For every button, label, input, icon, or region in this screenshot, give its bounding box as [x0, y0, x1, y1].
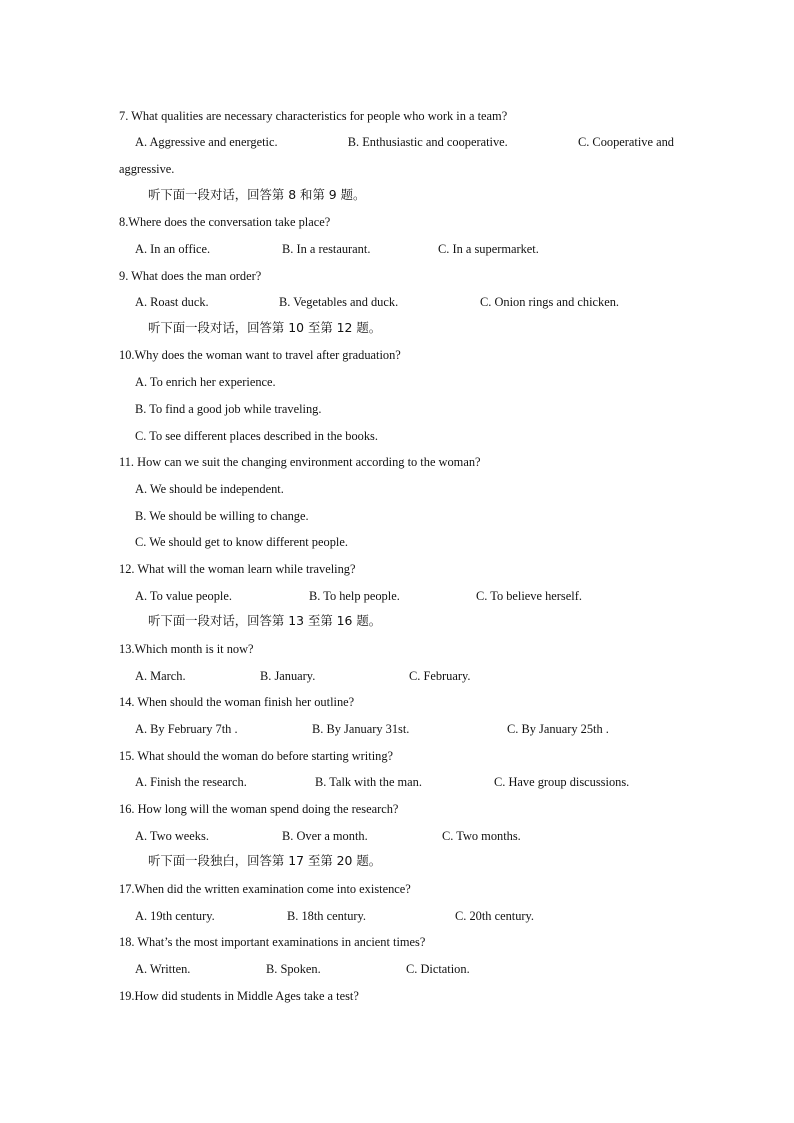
question-10: 10.Why does the woman want to travel after graduation? — [119, 348, 401, 362]
option-7c: C. Cooperative and — [577, 135, 674, 149]
option-7b: B. Enthusiastic and cooperative. — [347, 135, 508, 149]
option-9c: C. Onion rings and chicken. — [480, 295, 620, 309]
option-14a: A. By February 7th . — [135, 722, 238, 736]
option-8a: A. In an office. — [135, 242, 211, 256]
option-16c: C. Two months. — [442, 829, 521, 843]
option-14c: C. By January 25th . — [507, 722, 609, 736]
option-12c: C. To believe herself. — [476, 589, 582, 603]
option-11b: B. We should be willing to change. — [135, 509, 309, 523]
question-18: 18. What’s the most important examinations in ancient times? — [119, 935, 426, 949]
option-17b: B. 18th century. — [287, 909, 367, 923]
option-8b: B. In a restaurant. — [282, 242, 371, 256]
option-15c: C. Have group discussions. — [494, 775, 630, 789]
question-7: 7. What qualities are necessary characteristics for people who work in a team? — [119, 109, 508, 123]
question-9: 9. What does the man order? — [119, 269, 262, 283]
option-17a: A. 19th century. — [135, 909, 215, 923]
option-13c: C. February. — [409, 669, 471, 683]
option-10a: A. To enrich her experience. — [135, 375, 276, 389]
section-instruction-10-12: 听下面一段对话，回答第 10 至第 12 题。 — [148, 320, 382, 335]
option-8c: C. In a supermarket. — [438, 242, 539, 256]
option-9b: B. Vegetables and duck. — [279, 295, 399, 309]
question-11: 11. How can we suit the changing environment according to the woman? — [119, 455, 481, 469]
option-11c: C. We should get to know different people. — [135, 535, 348, 549]
question-8: 8.Where does the conversation take place? — [119, 215, 331, 229]
option-11a: A. We should be independent. — [135, 482, 284, 496]
option-18c: C. Dictation. — [406, 962, 470, 976]
option-10c: C. To see different places described in the books. — [135, 429, 378, 443]
option-7a: A. Aggressive and energetic. — [135, 135, 278, 149]
option-17c: C. 20th century. — [455, 909, 535, 923]
question-16: 16. How long will the woman spend doing the research? — [119, 802, 399, 816]
section-instruction-17-20: 听下面一段独白，回答第 17 至第 20 题。 — [148, 853, 382, 868]
option-15a: A. Finish the research. — [135, 775, 247, 789]
option-13a: A. March. — [135, 669, 186, 683]
option-13b: B. January. — [260, 669, 316, 683]
question-17: 17.When did the written examination come into existence? — [119, 882, 411, 896]
option-14b: B. By January 31st. — [312, 722, 410, 736]
option-10b: B. To find a good job while traveling. — [135, 402, 322, 416]
option-12b: B. To help people. — [309, 589, 400, 603]
question-19: 19.How did students in Middle Ages take a test? — [119, 989, 359, 1003]
question-15: 15. What should the woman do before starting writing? — [119, 749, 394, 763]
section-instruction-8-9: 听下面一段对话，回答第 8 和第 9 题。 — [148, 187, 366, 202]
option-15b: B. Talk with the man. — [315, 775, 422, 789]
option-16a: A. Two weeks. — [135, 829, 209, 843]
option-18a: A. Written. — [135, 962, 191, 976]
section-instruction-13-16: 听下面一段对话，回答第 13 至第 16 题。 — [148, 613, 382, 628]
option-7c-continued: aggressive. — [119, 162, 175, 176]
question-12: 12. What will the woman learn while traveling? — [119, 562, 356, 576]
options-7 — [135, 134, 674, 150]
option-9a: A. Roast duck. — [135, 295, 209, 309]
question-13: 13.Which month is it now? — [119, 642, 254, 656]
option-16b: B. Over a month. — [282, 829, 368, 843]
option-12a: A. To value people. — [135, 589, 232, 603]
question-14: 14. When should the woman finish her outline? — [119, 695, 355, 709]
option-18b: B. Spoken. — [266, 962, 321, 976]
